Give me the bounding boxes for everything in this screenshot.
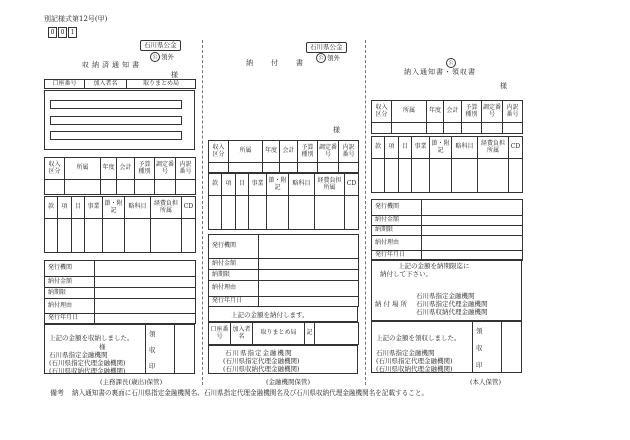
column-header: 項: [385, 137, 399, 159]
stamp-label: 収: [476, 344, 483, 352]
column-header: 経費負担所属: [315, 174, 345, 196]
column-header: 款: [209, 174, 222, 196]
column-header: 目: [72, 197, 85, 219]
column-header: CD: [345, 174, 359, 196]
note-label: 備考: [50, 389, 64, 397]
note-text: 納入通知書の裏面に石川県指定金融機関名、石川県指定代理金融機関名及び石川県収納代理金融機関名を記載すること。: [72, 389, 429, 397]
column-header: 口座番号: [209, 323, 231, 345]
stamp-label: 領: [149, 330, 156, 338]
column-header: 項: [58, 197, 72, 219]
column-header: 略科目: [289, 174, 315, 196]
due-date-label: 納期限: [209, 270, 259, 281]
payment-reason-label: 納付理由: [372, 236, 422, 251]
column-header: 年度: [263, 141, 280, 163]
receipt-bank: (石川県指定代理金融機関): [49, 359, 126, 367]
column-header: 収入区分: [209, 141, 229, 163]
column-header: 予算種別: [298, 141, 318, 163]
slip1-item-table: [44, 196, 196, 253]
column-header: CD: [182, 197, 196, 219]
circle-mark-top: 公: [446, 58, 457, 68]
separator-line: [365, 40, 366, 385]
stamp-label: 領: [476, 327, 483, 335]
header-cell: 取りまとめ局: [127, 80, 196, 89]
column-header: 事業: [85, 197, 103, 219]
receipt-sama: 様: [99, 343, 106, 351]
slip3-issue-table: [371, 199, 523, 261]
slip2-bank-box: [208, 345, 358, 374]
stamp-label: 収: [149, 346, 156, 354]
payment-reason-label: 納付理由: [45, 299, 95, 314]
slip2-footer: (金融機関保管): [266, 378, 311, 386]
column-header: 年度: [427, 101, 444, 123]
bank-name: 石川県指定金融機関: [225, 349, 293, 357]
column-header: 年度: [101, 158, 117, 180]
slip1-header-table: [44, 79, 196, 89]
slip3-footer: (本人保管): [470, 378, 502, 386]
receipt-bank: (石川県指定代理金融機関): [376, 357, 453, 365]
header-cell: 口座番号: [45, 80, 85, 89]
seal-stamp: 石川県公金: [306, 42, 347, 53]
notice-text: 上記の金額を納付します。: [231, 311, 309, 319]
column-header: 款: [45, 197, 58, 219]
column-header: 所属: [65, 158, 101, 180]
stamp-label: 印: [476, 361, 483, 369]
column-header: 予算種別: [462, 101, 482, 123]
payment-amount-label: 納付金額: [209, 259, 259, 270]
stamp-label: 印: [149, 362, 156, 370]
column-header: 事業: [412, 137, 430, 159]
column-header: 収入区分: [372, 101, 392, 123]
serial-number: [48, 27, 78, 38]
payment-place: 石川県指定金融機関: [416, 292, 475, 300]
issue-date-label: 発行年月日: [209, 297, 259, 307]
slip1-class-table: [44, 157, 196, 195]
column-header: 記: [305, 323, 315, 345]
slip2-class-table: [208, 140, 359, 173]
deadline-notice: 上記の金額を納期限迄に: [398, 262, 470, 270]
payment-amount-label: 納付金額: [45, 277, 95, 288]
slip3-item-table: [371, 136, 523, 193]
issuer-label: 発行機関: [209, 235, 259, 259]
column-header: 内訳番号: [339, 141, 359, 163]
address-line: [50, 116, 182, 125]
address-line: [50, 100, 182, 109]
column-header: 目: [399, 137, 412, 159]
column-header: 内訳番号: [503, 101, 523, 123]
column-header: 調定番号: [482, 101, 503, 123]
column-header: 所属: [392, 101, 427, 123]
seal-stamp: 石川県公金: [140, 40, 181, 51]
serial-digit: 1: [68, 27, 77, 38]
serial-digit: 0: [48, 27, 57, 38]
receipt-bank: (石川県収納代理金融機関): [49, 367, 126, 375]
payment-reason-label: 納付理由: [209, 281, 259, 297]
slip3-class-table: [371, 100, 523, 134]
circle-mark: 公: [316, 53, 326, 63]
deadline-notice: 納付して下さい。: [380, 270, 432, 278]
slip2-title: 納付書: [246, 59, 321, 67]
column-header: 節・附記: [430, 137, 452, 159]
due-date-label: 納期限: [45, 288, 95, 299]
column-header: 略科目: [125, 197, 151, 219]
column-header: 所属: [229, 141, 263, 163]
column-header: 略科目: [452, 137, 478, 159]
column-header: 会計: [280, 141, 298, 163]
receipt-bank: 石川県指定金融機関: [376, 349, 435, 357]
circle-mark: 公: [150, 52, 160, 62]
outside-mark: 公 領外: [316, 53, 340, 63]
slip3-title: 納入通知書・領収書: [404, 68, 476, 76]
issue-date-label: 発行年月日: [45, 314, 95, 324]
column-header: 予算種別: [135, 158, 155, 180]
column-header: 調定番号: [155, 158, 176, 180]
column-header: 経費負担所属: [151, 197, 182, 219]
issuer-label: 発行機関: [45, 261, 95, 277]
receipt-text: 上記の金額を領収しました。: [376, 334, 461, 342]
slip1-title: 収納済通知書: [82, 61, 142, 69]
payment-place: 石川県収納代理金融機関: [416, 308, 488, 316]
slip3-payment-place-box: [371, 259, 522, 321]
separator-line: [202, 40, 203, 385]
form-number: 別記様式第12号(甲): [44, 15, 108, 23]
receipt-bank: (石川県収納代理金融機関): [376, 365, 453, 373]
slip2-sama: 様: [333, 126, 340, 134]
payment-amount-label: 納付金額: [372, 216, 422, 226]
slip2-bottom-table: [208, 322, 359, 345]
slip2-issue-table: [208, 234, 359, 307]
payment-place: 石川県指定代理金融機関: [416, 300, 488, 308]
slip2-notice-box: [208, 306, 358, 322]
column-header: 節・附記: [103, 197, 125, 219]
slip2-item-table: [208, 173, 359, 230]
address-line: [50, 131, 182, 140]
bank-name: (石川県指定代理金融機関): [223, 357, 300, 365]
issue-date-label: 発行年月日: [372, 251, 422, 261]
column-header: 収入区分: [45, 158, 65, 180]
receipt-bank: 石川県指定金融機関: [49, 351, 108, 359]
slip1-receipt-box: [44, 324, 195, 374]
receipt-text: 上記の金額を収納しました。: [49, 334, 134, 342]
due-date-label: 納期限: [372, 226, 422, 236]
issuer-label: 発行機関: [372, 200, 422, 216]
slip1-footer: (主務課長(歳出)保管): [100, 378, 163, 386]
column-header: CD: [509, 137, 523, 159]
column-header: 節・附記: [267, 174, 289, 196]
column-header: 事業: [249, 174, 267, 196]
slip1-issue-table: [44, 260, 196, 324]
outside-mark: 公 領外: [150, 52, 174, 62]
slip3-sama: 様: [500, 82, 507, 90]
header-cell: 加入者名: [85, 80, 127, 89]
serial-digit: 0: [58, 27, 67, 38]
column-header: 会計: [117, 158, 135, 180]
bank-name: (石川県収納代理金融機関): [223, 365, 300, 373]
column-header: 款: [372, 137, 385, 159]
column-header: 調定番号: [318, 141, 339, 163]
column-header: 加入者名: [231, 323, 253, 345]
column-header: 内訳番号: [176, 158, 196, 180]
column-header: 項: [222, 174, 236, 196]
slip3-receipt-box: [371, 321, 522, 373]
column-header: 会計: [444, 101, 462, 123]
column-header: 目: [236, 174, 249, 196]
slip1-sama: 様: [171, 71, 178, 79]
column-header: 経費負担所属: [478, 137, 509, 159]
payment-place-label: 納付場所: [375, 300, 409, 308]
column-header: 取りまとめ局: [253, 323, 305, 345]
